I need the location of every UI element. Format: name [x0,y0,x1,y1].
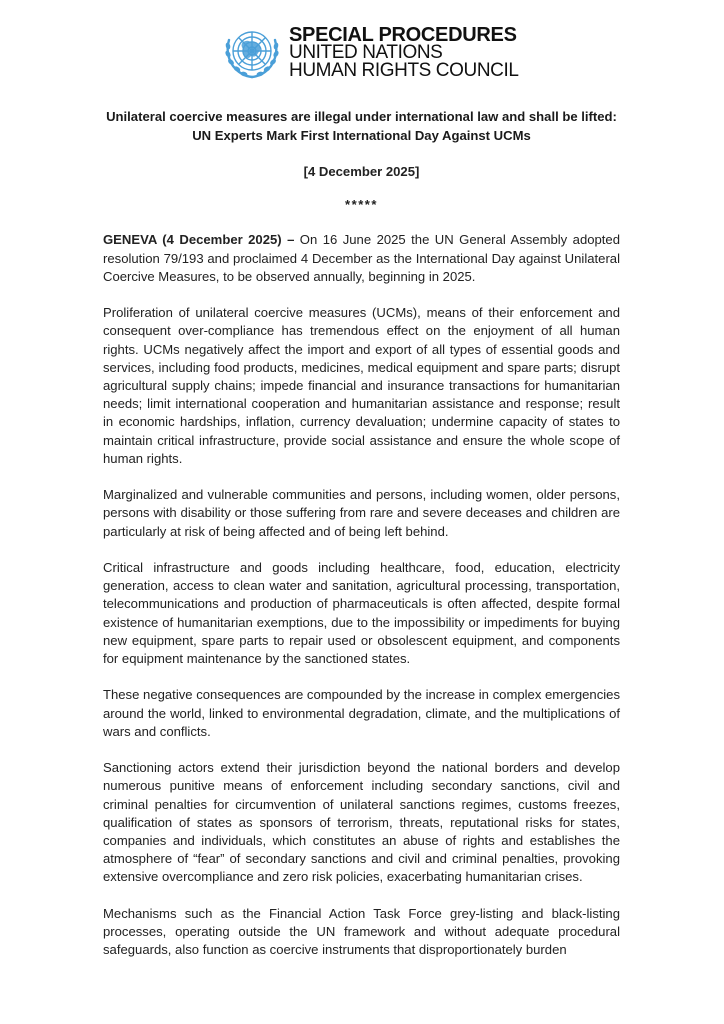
paragraph-1 [103,231,620,286]
dateline: GENEVA (4 December 2025) – [103,232,295,248]
letterhead [221,22,519,84]
org-name-line-3: HUMAN RIGHTS COUNCIL [289,60,519,81]
paragraph-2: Proliferation of unilateral coercive measures (UCMs), means of their enforcement and consequent over-compliance has tremendous effect on the enjoyment of all human rights. UCMs negatively affect the import and export of all types of essential goods and services, including food products, medicines, medical equipment and spare parts; disrupt agricultural supply chains; impede financial and insurance transactions for humanitarian needs; limit international cooperation and humanitarian assistance and response; result in economic hardships, inflation, currency devaluation; undermine capacity of states to maintain critical infrastructure, provide social assistance and ensure the whole scope of human rights. [103,305,620,466]
press-release-body [103,108,620,978]
section-separator: ***** [345,197,378,213]
document-date: [4 December 2025] [303,164,420,179]
paragraph-3: Marginalized and vulnerable communities and persons, including women, older persons, persons with disability or those suffering from rare and severe deceases and children are particularly at risk of being affected and of being left behind. [103,487,620,539]
un-emblem-icon [221,22,283,84]
paragraph-4: Critical infrastructure and goods including healthcare, food, education, electricity generation, access to clean water and sanitation, agricultural processing, transportation, telecommunications and production of pharmaceuticals is often affected, despite formal existence of humanitarian exemptions, due to the impossibility or impediments for buying new equipment, spare parts to repair used or obsolescent equipment, and components for equipment maintenance by the sanctioned states. [103,560,620,667]
paragraph-6: Sanctioning actors extend their jurisdiction beyond the national borders and develop numerous punitive means of enforcement including secondary sanctions, civil and criminal penalties for circumvention of unilateral sanctions regimes, customs freezes, qualification of states as sponsors of terrorism, threats, reputational risks for states, companies and individuals, which constitutes an abuse of rights and establishes the atmosphere of “fear” of secondary sanctions and civil and criminal penalties, provoking extensive overcompliance and zero risk policies, exacerbating humanitarian crises. [103,760,620,885]
org-name-line-1: SPECIAL PROCEDURES [289,24,517,46]
paragraph-7: Mechanisms such as the Financial Action Task Force grey-listing and black-listing processes, operating outside the UN framework and without adequate procedural safeguards, also function as coercive instruments that disproportionately burden [103,905,620,958]
organization-name [289,26,519,80]
org-name-line-2: UNITED NATIONS [289,42,443,63]
document-title: Unilateral coercive measures are illegal under international law and shall be lifted: UN Experts Mark First International Day Against UCMs [106,109,617,143]
paragraph-5: These negative consequences are compounded by the increase in complex emergencies around the world, linked to environmental degradation, climate, and the multiplications of wars and conflicts. [103,687,620,739]
paragraph-text: On 16 June 2025 the UN General Assembly adopted resolution 79/193 and proclaimed 4 December as the International Day against Unilateral Coercive Measures, to be observed annually, beginning in 2025. [103,232,620,284]
